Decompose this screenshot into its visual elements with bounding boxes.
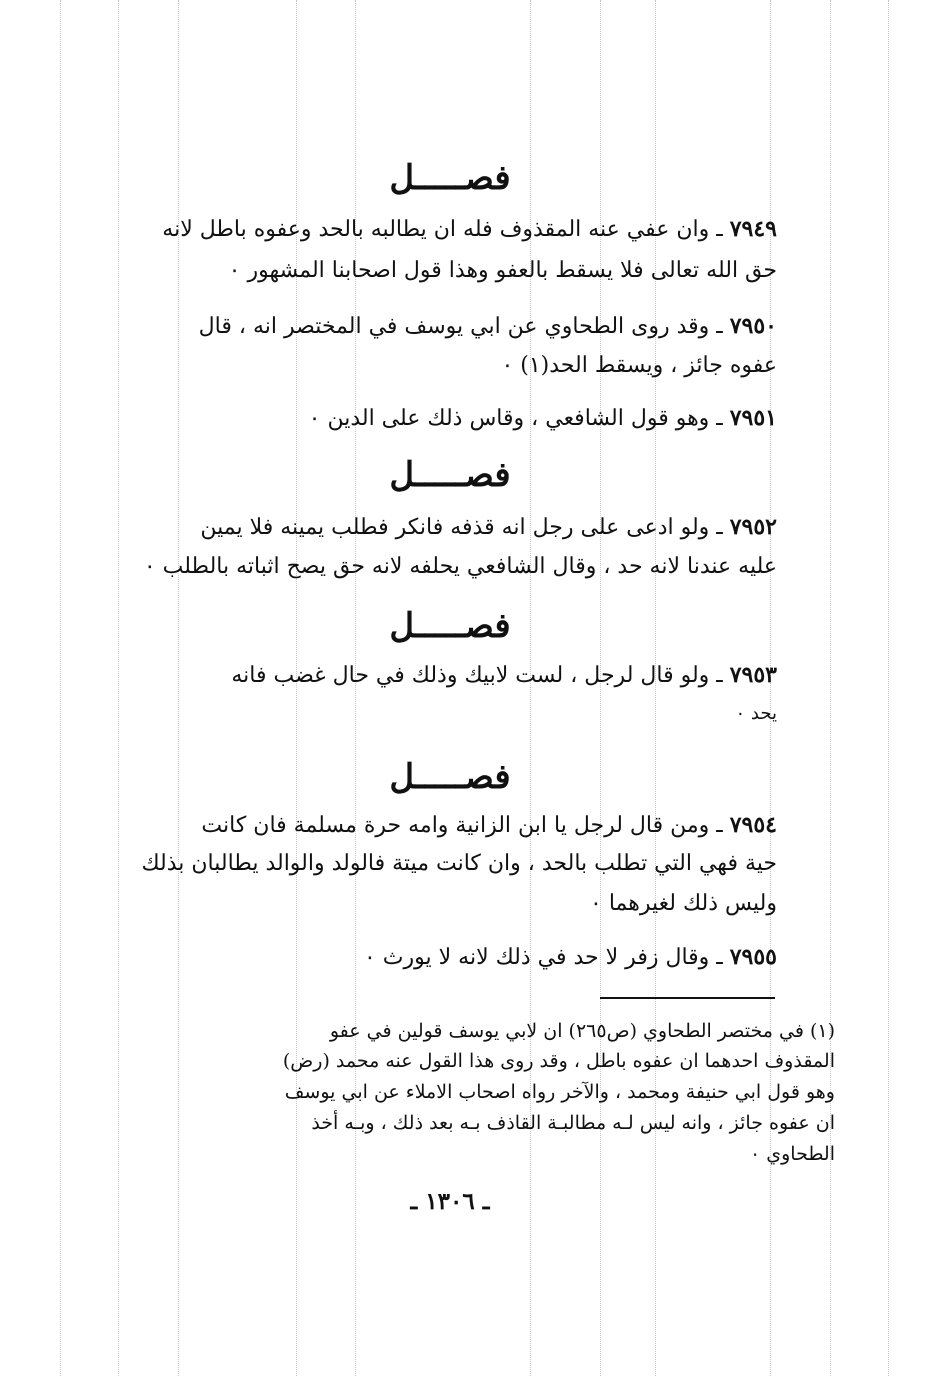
paragraph-number: ٧٩٤٩ [729,216,777,242]
footnote-line: الطحاوي ٠ [749,1143,835,1165]
scan-artifact [178,0,179,1376]
footnote-divider [600,997,775,999]
scan-artifact [355,0,356,1376]
paragraph-number: ٧٩٥٥ [729,944,777,970]
scan-artifact [296,0,297,1376]
paragraph-text: ـ وان عفي عنه المقذوف فله ان يطالبه بالحد وعفوه باطل لانه [162,217,723,242]
paragraph-text: ـ ولو قال لرجل ، لست لابيك وذلك في حال غضب فانه [231,663,723,688]
paragraph-line [364,944,777,970]
scan-artifact [830,0,831,1376]
paragraph-text: ـ وقد روى الطحاوي عن ابي يوسف في المختصر انه ، قال [198,314,723,339]
footnote-line: (١) في مختصر الطحاوي (ص٢٦٥) ان لابي يوسف قولين في عفو [329,1020,835,1042]
paragraph-line: عفوه جائز ، ويسقط الحد(١) ٠ [501,353,777,378]
paragraph-line: حية فهي التي تطلب بالحد ، وان كانت ميتة فالولد والوالد يطالبان بذلك [141,851,777,876]
section-heading: فصـــــل [389,455,511,495]
paragraph-line: يحد ٠ [735,703,777,724]
paragraph-line: حق الله تعالى فلا يسقط بالعفو وهذا قول اصحابنا المشهور ٠ [228,258,777,283]
paragraph-text: ـ ومن قال لرجل يا ابن الزانية وامه حرة مسلمة فان كانت [201,813,723,838]
footnote-line: ان عفوه جائز ، وانه ليس لـه مطالبـة القاذف بـه بعد ذلك ، وبـه أخذ [311,1112,835,1134]
scan-artifact [530,0,531,1376]
page-number: ـ ١٣٠٦ ـ [410,1188,490,1215]
paragraph-line [231,662,777,688]
section-heading: فصـــــل [389,757,511,797]
paragraph-line [162,216,777,242]
paragraph-line [199,313,777,339]
scan-artifact [655,0,656,1376]
paragraph-line [201,812,777,838]
scan-artifact [600,0,601,1376]
paragraph-line: وليس ذلك لغيرهما ٠ [590,891,777,916]
paragraph-number: ٧٩٥١ [729,405,777,431]
footnote-line: المقذوف احدهما ان عفوه باطل ، وقد روى هذا القول عنه محمد (رض) [282,1050,835,1072]
paragraph-line [309,405,777,431]
scan-artifact [118,0,119,1376]
paragraph-number: ٧٩٥٢ [729,514,777,540]
paragraph-number: ٧٩٥٤ [729,812,777,838]
paragraph-text: ـ ولو ادعى على رجل انه قذفه فانكر فطلب يمينه فلا يمين [200,515,723,540]
footnote-line: وهو قول ابي حنيفة ومحمد ، والآخر رواه اصحاب الاملاء عن ابي يوسف [284,1081,835,1103]
section-heading: فصـــــل [389,606,511,646]
paragraph-line: عليه عندنا لانه حد ، وقال الشافعي يحلفه لانه حق يصح اثباته بالطلب ٠ [143,554,777,579]
section-heading: فصـــــل [389,158,511,198]
scan-artifact [60,0,61,1376]
paragraph-text: ـ وقال زفر لا حد في ذلك لانه لا يورث ٠ [363,945,723,970]
scan-artifact [770,0,771,1376]
scan-artifact [888,0,889,1376]
paragraph-number: ٧٩٥٣ [729,662,777,688]
paragraph-text: ـ وهو قول الشافعي ، وقاس ذلك على الدين ٠ [308,406,723,431]
paragraph-line [200,514,777,540]
paragraph-number: ٧٩٥٠ [729,313,777,339]
